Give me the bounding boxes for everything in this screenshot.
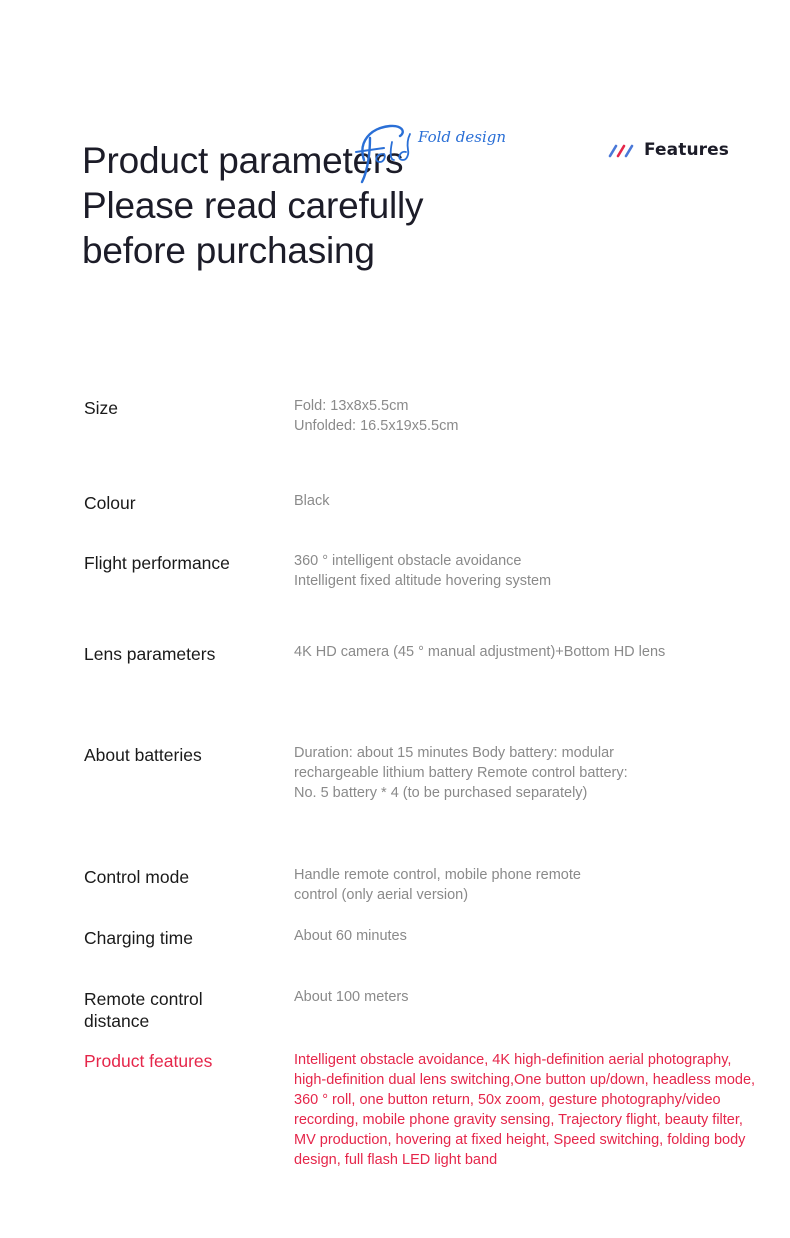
param-key: Control mode — [84, 867, 190, 887]
param-value — [294, 743, 754, 803]
param-value-line: Unfolded: 16.5x19x5.5cm — [294, 418, 459, 434]
param-key: Colour — [84, 493, 136, 513]
title-line-1: Product parameters — [82, 140, 404, 181]
param-key-line: Remote control — [84, 989, 203, 1009]
title-line-3: before purchasing — [82, 230, 375, 271]
param-value-line: Intelligent obstacle avoidance, 4K high-definition aerial photography, — [294, 1052, 732, 1068]
features-badge — [608, 140, 729, 160]
param-value — [294, 987, 754, 1007]
param-value-line: design, full flash LED light band — [294, 1152, 498, 1168]
param-value-line: About 100 meters — [294, 989, 409, 1005]
title-line-2: Please read carefully — [82, 185, 424, 226]
param-value-line: No. 5 battery * 4 (to be purchased separately) — [294, 785, 588, 801]
param-value-line: 360 ° intelligent obstacle avoidance — [294, 553, 522, 569]
param-value-line: Black — [294, 493, 330, 509]
param-value — [294, 491, 754, 511]
param-key: Charging time — [84, 928, 193, 948]
param-value — [294, 865, 754, 905]
param-value-line: rechargeable lithium battery Remote control battery: — [294, 765, 628, 781]
param-value-line: 4K HD camera (45 ° manual adjustment)+Bottom HD lens — [294, 644, 666, 660]
param-key: About batteries — [84, 745, 202, 765]
param-value — [294, 551, 754, 591]
param-key: Lens parameters — [84, 644, 216, 664]
param-value — [294, 1050, 754, 1170]
param-value-line: Intelligent fixed altitude hovering system — [294, 573, 552, 589]
param-value — [294, 396, 754, 436]
param-value-line: Fold: 13x8x5.5cm — [294, 398, 409, 414]
param-key: Flight performance — [84, 553, 230, 573]
fold-design-script — [340, 112, 507, 192]
param-value-line: control (only aerial version) — [294, 887, 469, 903]
param-value-line: MV production, hovering at fixed height, Speed switching, folding body — [294, 1132, 746, 1148]
param-value-line: About 60 minutes — [294, 928, 407, 944]
script-text: Fold design — [418, 128, 507, 146]
param-key-line: distance — [84, 1011, 150, 1031]
param-value-line: Duration: about 15 minutes Body battery: modular — [294, 745, 614, 761]
param-value — [294, 926, 754, 946]
param-value-line: Handle remote control, mobile phone remote — [294, 867, 581, 883]
param-value-line: high-definition dual lens switching,One button up/down, headless mode, — [294, 1072, 756, 1088]
param-key — [84, 988, 274, 1032]
param-value-line: recording, mobile phone gravity sensing, Trajectory flight, beauty filter, — [294, 1112, 743, 1128]
param-value — [294, 642, 754, 662]
param-key: Size — [84, 398, 119, 418]
slash-stripes-icon — [608, 143, 636, 157]
features-label: Features — [644, 140, 729, 160]
param-value-line: 360 ° roll, one button return, 50x zoom, gesture photography/video — [294, 1092, 721, 1108]
param-key: Product features — [84, 1051, 213, 1071]
